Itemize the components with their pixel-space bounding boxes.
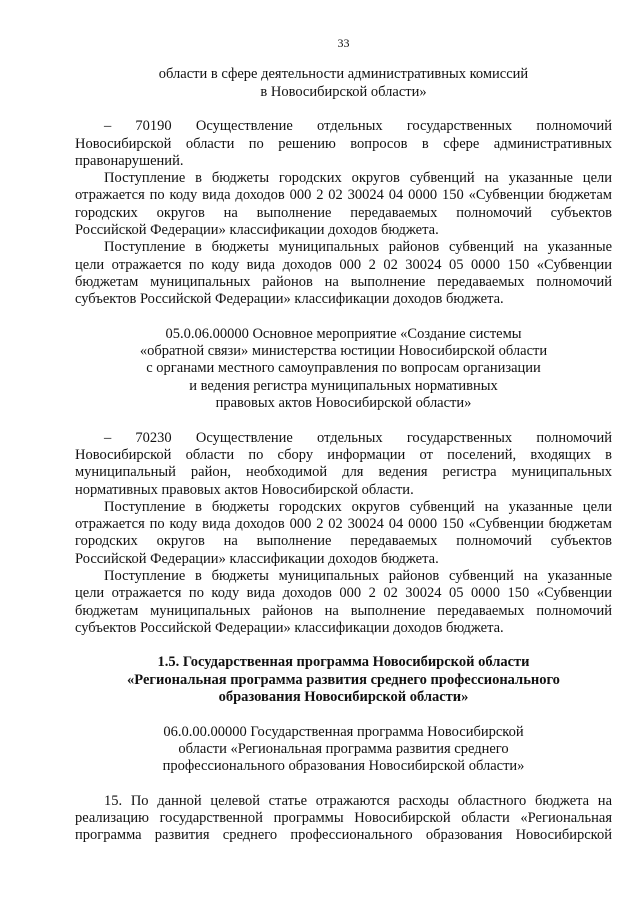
paragraph-line: Новосибирской области по сбору информации от поселений, входящих в: [75, 446, 612, 463]
event-heading-05-0-06-00000: [75, 326, 612, 412]
heading-line: 05.0.06.00000 Основное мероприятие «Создание системы: [165, 325, 522, 342]
paragraph-line: Новосибирской области по решению вопросов в сфере административных: [75, 135, 612, 152]
heading-line: профессионального образования Новосибирской области»: [162, 758, 525, 775]
program-heading-06-0-00-00000: [75, 724, 612, 776]
paragraph-line: цели отражается по коду вида доходов 000 2 02 30024 05 0000 150 «Субвенции: [75, 585, 612, 602]
paragraph-line: Российской Федерации» классификации доходов бюджета.: [75, 550, 439, 567]
section-heading-1-5: [75, 654, 612, 706]
heading-line: образования Новосибирской области»: [218, 689, 469, 706]
heading-line: 06.0.00.00000 Государственная программа Новосибирской: [163, 723, 524, 740]
heading-line: области «Региональная программа развития среднего: [178, 740, 509, 757]
paragraph-line: городских округов на выполнение передаваемых полномочий субъектов: [75, 533, 612, 550]
paragraph-line: – 70230 Осуществление отдельных государственных полномочий: [104, 429, 612, 446]
heading-line: с органами местного самоуправления по вопросам организации: [146, 360, 541, 377]
paragraph-line: отражается по коду вида доходов 000 2 02 30024 04 0000 150 «Субвенции бюджетам: [75, 516, 612, 533]
paragraph-line: Российской Федерации» классификации доходов бюджета.: [75, 222, 439, 239]
paragraph-line: нормативных правовых актов Новосибирской области.: [75, 481, 414, 498]
heading-line: правовых актов Новосибирской области»: [215, 395, 472, 412]
document-body: [75, 66, 612, 844]
paragraph-income-city-districts: [75, 499, 612, 568]
paragraph-income-city-districts: [75, 170, 612, 239]
paragraph-income-municipal-districts: [75, 568, 612, 637]
paragraph-line: муниципальный район, необходимой для ведения регистра муниципальных: [75, 464, 612, 481]
paragraph-line: программа развития среднего профессионального образования Новосибирской: [75, 827, 612, 844]
heading-line: в Новосибирской области»: [260, 83, 427, 100]
paragraph-line: бюджетам муниципальных районов на выполнение передаваемых полномочий: [75, 602, 612, 619]
page-number: 33: [337, 36, 350, 50]
paragraph-line: Поступление в бюджеты муниципальных районов субвенций на указанные: [104, 568, 612, 584]
paragraph-line: отражается по коду вида доходов 000 2 02 30024 04 0000 150 «Субвенции бюджетам: [75, 187, 612, 204]
heading-line: 1.5. Государственная программа Новосибирской области: [157, 654, 530, 671]
paragraph-line: реализацию государственной программы Новосибирской области «Региональная: [75, 810, 612, 827]
heading-line: и ведения регистра муниципальных нормативных: [189, 377, 498, 394]
paragraph-item-70230: [75, 430, 612, 499]
paragraph-line: правонарушений.: [75, 152, 184, 169]
paragraph-line: Поступление в бюджеты муниципальных районов субвенций на указанные: [104, 239, 612, 256]
heading-line: «обратной связи» министерства юстиции Новосибирской области: [139, 343, 548, 360]
heading-line: области в сфере деятельности административных комиссий: [158, 66, 529, 83]
paragraph-line: цели отражается по коду вида доходов 000 2 02 30024 05 0000 150 «Субвенции: [75, 256, 612, 273]
paragraph-item-70190: [75, 118, 612, 170]
paragraph-clause-15: [75, 793, 612, 845]
section-heading-continuation: [75, 66, 612, 101]
paragraph-line: 15. По данной целевой статье отражаются расходы областного бюджета на: [104, 792, 612, 809]
paragraph-line: – 70190 Осуществление отдельных государственных полномочий: [104, 118, 612, 135]
paragraph-line: бюджетам муниципальных районов на выполнение передаваемых полномочий: [75, 273, 612, 290]
paragraph-line: Поступление в бюджеты городских округов субвенций на указанные цели: [104, 498, 612, 515]
paragraph-line: городских округов на выполнение передаваемых полномочий субъектов: [75, 204, 612, 221]
paragraph-line: Поступление в бюджеты городских округов субвенций на указанные цели: [104, 170, 612, 187]
heading-line: «Региональная программа развития среднего профессионального: [127, 671, 560, 688]
paragraph-line: субъектов Российской Федерации» классификации доходов бюджета.: [75, 619, 504, 636]
paragraph-income-municipal-districts: [75, 239, 612, 308]
paragraph-line: субъектов Российской Федерации» классификации доходов бюджета.: [75, 291, 504, 308]
